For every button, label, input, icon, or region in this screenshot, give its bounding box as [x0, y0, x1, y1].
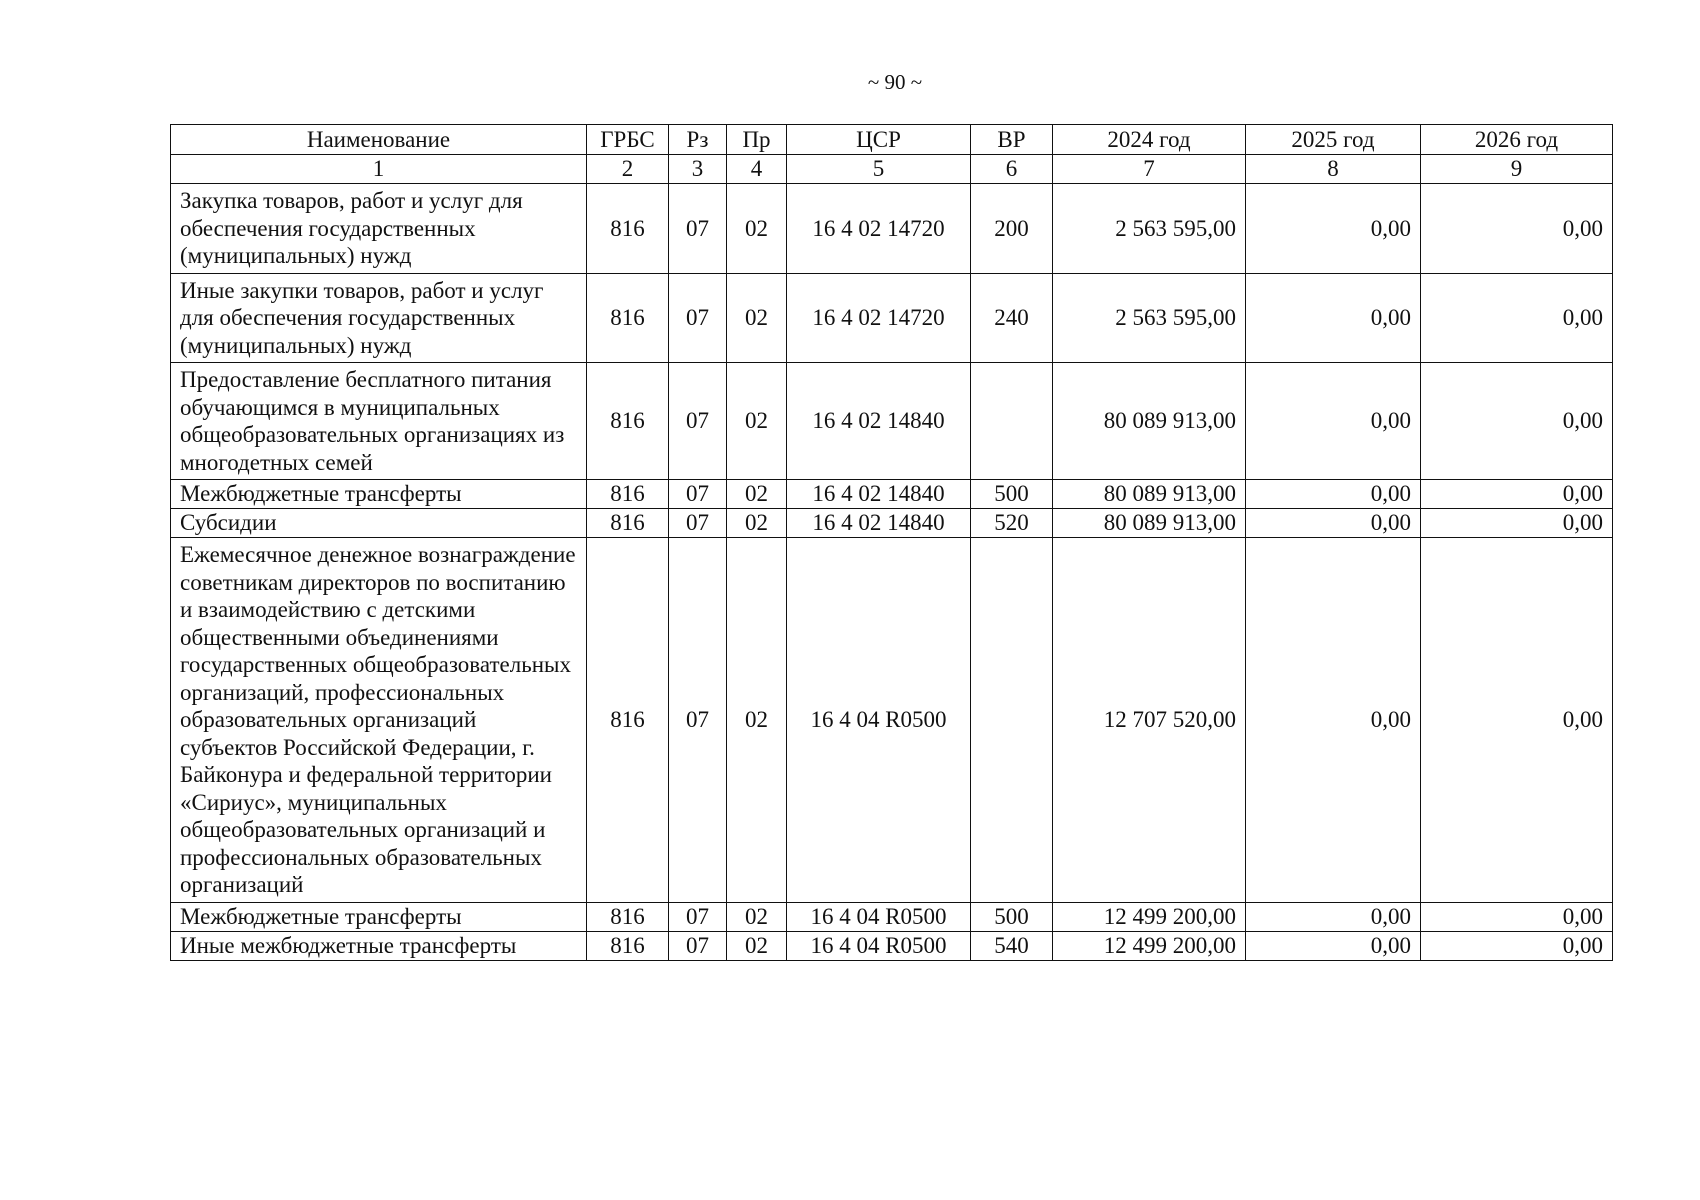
cell-grbs: 816 — [587, 509, 669, 538]
header-2025: 2025 год — [1246, 125, 1421, 155]
cell-2025: 0,00 — [1246, 509, 1421, 538]
cell-2025: 0,00 — [1246, 902, 1421, 931]
cell-2024: 80 089 913,00 — [1053, 480, 1246, 509]
header-grbs: ГРБС — [587, 125, 669, 155]
cell-vr: 520 — [971, 509, 1053, 538]
cell-2025: 0,00 — [1246, 931, 1421, 960]
cell-2025: 0,00 — [1246, 363, 1421, 480]
cell-vr: 500 — [971, 902, 1053, 931]
cell-csr: 16 4 02 14720 — [787, 184, 971, 274]
cell-2024: 12 499 200,00 — [1053, 931, 1246, 960]
header-rz: Рз — [669, 125, 727, 155]
cell-name: Иные межбюджетные трансферты — [171, 931, 587, 960]
cell-name: Закупка товаров, работ и услуг для обеспечения государственных (муниципальных) нужд — [171, 184, 587, 274]
budget-table — [170, 124, 1613, 961]
header-2026: 2026 год — [1421, 125, 1613, 155]
cell-grbs: 816 — [587, 538, 669, 903]
column-number: 6 — [971, 155, 1053, 184]
cell-2024: 12 499 200,00 — [1053, 902, 1246, 931]
cell-pr: 02 — [727, 363, 787, 480]
column-number: 2 — [587, 155, 669, 184]
cell-vr: 500 — [971, 480, 1053, 509]
cell-2024: 80 089 913,00 — [1053, 363, 1246, 480]
cell-grbs: 816 — [587, 184, 669, 274]
cell-csr: 16 4 02 14840 — [787, 363, 971, 480]
cell-2026: 0,00 — [1421, 902, 1613, 931]
cell-2025: 0,00 — [1246, 538, 1421, 903]
cell-name: Иные закупки товаров, работ и услуг для обеспечения государственных (муниципальных) нужд — [171, 273, 587, 363]
cell-grbs: 816 — [587, 931, 669, 960]
cell-csr: 16 4 02 14840 — [787, 480, 971, 509]
header-csr: ЦСР — [787, 125, 971, 155]
cell-vr: 540 — [971, 931, 1053, 960]
column-number: 8 — [1246, 155, 1421, 184]
table-row — [171, 509, 1613, 538]
column-number: 3 — [669, 155, 727, 184]
cell-pr: 02 — [727, 538, 787, 903]
cell-vr — [971, 363, 1053, 480]
cell-2026: 0,00 — [1421, 273, 1613, 363]
table-row — [171, 538, 1613, 903]
table-row — [171, 184, 1613, 274]
cell-2026: 0,00 — [1421, 480, 1613, 509]
cell-rz: 07 — [669, 538, 727, 903]
cell-rz: 07 — [669, 509, 727, 538]
cell-2026: 0,00 — [1421, 509, 1613, 538]
cell-name: Предоставление бесплатного питания обучающимся в муниципальных общеобразовательных организациях из многодетных семей — [171, 363, 587, 480]
header-vr: ВР — [971, 125, 1053, 155]
column-number-row — [171, 155, 1613, 184]
cell-rz: 07 — [669, 184, 727, 274]
table-row — [171, 273, 1613, 363]
cell-vr: 240 — [971, 273, 1053, 363]
header-pr: Пр — [727, 125, 787, 155]
cell-csr: 16 4 04 R0500 — [787, 538, 971, 903]
cell-2025: 0,00 — [1246, 184, 1421, 274]
cell-rz: 07 — [669, 480, 727, 509]
cell-2024: 80 089 913,00 — [1053, 509, 1246, 538]
column-number: 9 — [1421, 155, 1613, 184]
page-number: ~ 90 ~ — [867, 70, 923, 94]
table-row — [171, 363, 1613, 480]
column-number: 4 — [727, 155, 787, 184]
cell-csr: 16 4 04 R0500 — [787, 902, 971, 931]
cell-grbs: 816 — [587, 902, 669, 931]
cell-rz: 07 — [669, 931, 727, 960]
cell-name: Ежемесячное денежное вознаграждение советникам директоров по воспитанию и взаимодействию с детскими общественными объединениями государственных общеобразовательных организаций, профессиональных образовательных организаций субъектов Российской Федерации, г. Байконура и федеральной территории «Сириус», муниципальных общеобразовательных организаций и профессиональных образовательных организаций — [171, 538, 587, 903]
cell-rz: 07 — [669, 363, 727, 480]
header-row — [171, 125, 1613, 155]
cell-csr: 16 4 04 R0500 — [787, 931, 971, 960]
cell-pr: 02 — [727, 273, 787, 363]
table-row — [171, 931, 1613, 960]
cell-2025: 0,00 — [1246, 273, 1421, 363]
column-number: 7 — [1053, 155, 1246, 184]
cell-name: Межбюджетные трансферты — [171, 902, 587, 931]
cell-2024: 2 563 595,00 — [1053, 184, 1246, 274]
cell-pr: 02 — [727, 480, 787, 509]
cell-grbs: 816 — [587, 363, 669, 480]
cell-name: Субсидии — [171, 509, 587, 538]
cell-rz: 07 — [669, 273, 727, 363]
column-number: 1 — [171, 155, 587, 184]
cell-pr: 02 — [727, 931, 787, 960]
cell-pr: 02 — [727, 902, 787, 931]
header-name: Наименование — [171, 125, 587, 155]
cell-2026: 0,00 — [1421, 184, 1613, 274]
cell-vr: 200 — [971, 184, 1053, 274]
cell-2024: 12 707 520,00 — [1053, 538, 1246, 903]
cell-grbs: 816 — [587, 273, 669, 363]
cell-2026: 0,00 — [1421, 363, 1613, 480]
cell-csr: 16 4 02 14720 — [787, 273, 971, 363]
table-row — [171, 902, 1613, 931]
cell-csr: 16 4 02 14840 — [787, 509, 971, 538]
cell-2026: 0,00 — [1421, 538, 1613, 903]
table-row — [171, 480, 1613, 509]
cell-2026: 0,00 — [1421, 931, 1613, 960]
cell-pr: 02 — [727, 184, 787, 274]
cell-rz: 07 — [669, 902, 727, 931]
cell-pr: 02 — [727, 509, 787, 538]
header-2024: 2024 год — [1053, 125, 1246, 155]
cell-grbs: 816 — [587, 480, 669, 509]
cell-vr — [971, 538, 1053, 903]
cell-name: Межбюджетные трансферты — [171, 480, 587, 509]
cell-2024: 2 563 595,00 — [1053, 273, 1246, 363]
column-number: 5 — [787, 155, 971, 184]
cell-2025: 0,00 — [1246, 480, 1421, 509]
